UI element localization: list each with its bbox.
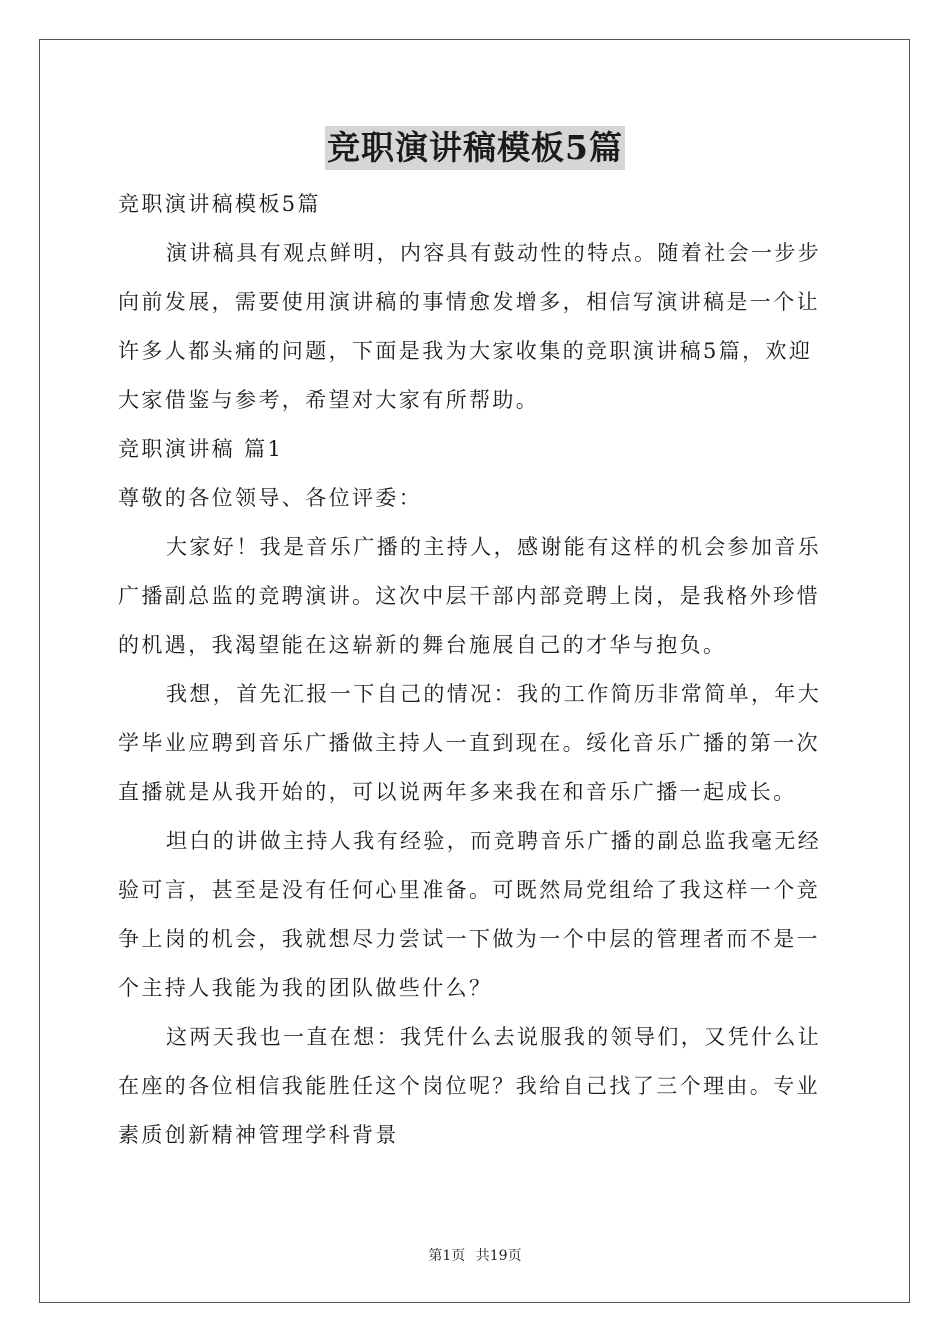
text-line: 学毕业应聘到音乐广播做主持人一直到现在。绥化音乐广播的第一次 xyxy=(118,731,820,755)
page-footer xyxy=(0,1245,950,1265)
title-area xyxy=(0,126,950,170)
page-number: 第1页 xyxy=(428,1248,466,1264)
page-total: 共19页 xyxy=(475,1248,522,1264)
text-line: 我想，首先汇报一下自己的情况：我的工作简历非常简单，年大 xyxy=(166,682,822,706)
text-line: 直播就是从我开始的，可以说两年多来我在和音乐广播一起成长。 xyxy=(118,780,797,804)
text-line: 素质创新精神管理学科背景 xyxy=(118,1123,399,1147)
text-line: 坦白的讲做主持人我有经验，而竞聘音乐广播的副总监我毫无经 xyxy=(166,829,822,853)
document-title: 竞职演讲稿模板5篇 xyxy=(325,126,625,170)
text-line: 这两天我也一直在想：我凭什么去说服我的领导们，又凭什么让 xyxy=(166,1025,822,1049)
text-line: 竞职演讲稿 篇1 xyxy=(118,437,284,461)
text-line: 的机遇，我渴望能在这崭新的舞台施展自己的才华与抱负。 xyxy=(118,633,727,657)
document-body xyxy=(118,180,834,1160)
text-line: 验可言，甚至是没有任何心里准备。可既然局党组给了我这样一个竞 xyxy=(118,878,820,902)
text-line: 尊敬的各位领导、各位评委： xyxy=(118,486,423,510)
text-line: 演讲稿具有观点鲜明，内容具有鼓动性的特点。随着社会一步步 xyxy=(166,241,822,265)
text-line: 在座的各位相信我能胜任这个岗位呢？我给自己找了三个理由。专业 xyxy=(118,1074,820,1098)
text-line: 个主持人我能为我的团队做些什么？ xyxy=(118,976,493,1000)
text-line: 广播副总监的竞聘演讲。这次中层干部内部竞聘上岗，是我格外珍惜 xyxy=(118,584,820,608)
text-line: 争上岗的机会，我就想尽力尝试一下做为一个中层的管理者而不是一 xyxy=(118,927,820,951)
text-line: 大家借鉴与参考，希望对大家有所帮助。 xyxy=(118,388,540,412)
text-line: 竞职演讲稿模板5篇 xyxy=(118,192,321,216)
text-line: 向前发展，需要使用演讲稿的事情愈发增多，相信写演讲稿是一个让 xyxy=(118,290,820,314)
text-line: 大家好！我是音乐广播的主持人，感谢能有这样的机会参加音乐 xyxy=(166,535,822,559)
text-line: 许多人都头痛的问题，下面是我为大家收集的竞职演讲稿5篇，欢迎 xyxy=(118,339,813,363)
